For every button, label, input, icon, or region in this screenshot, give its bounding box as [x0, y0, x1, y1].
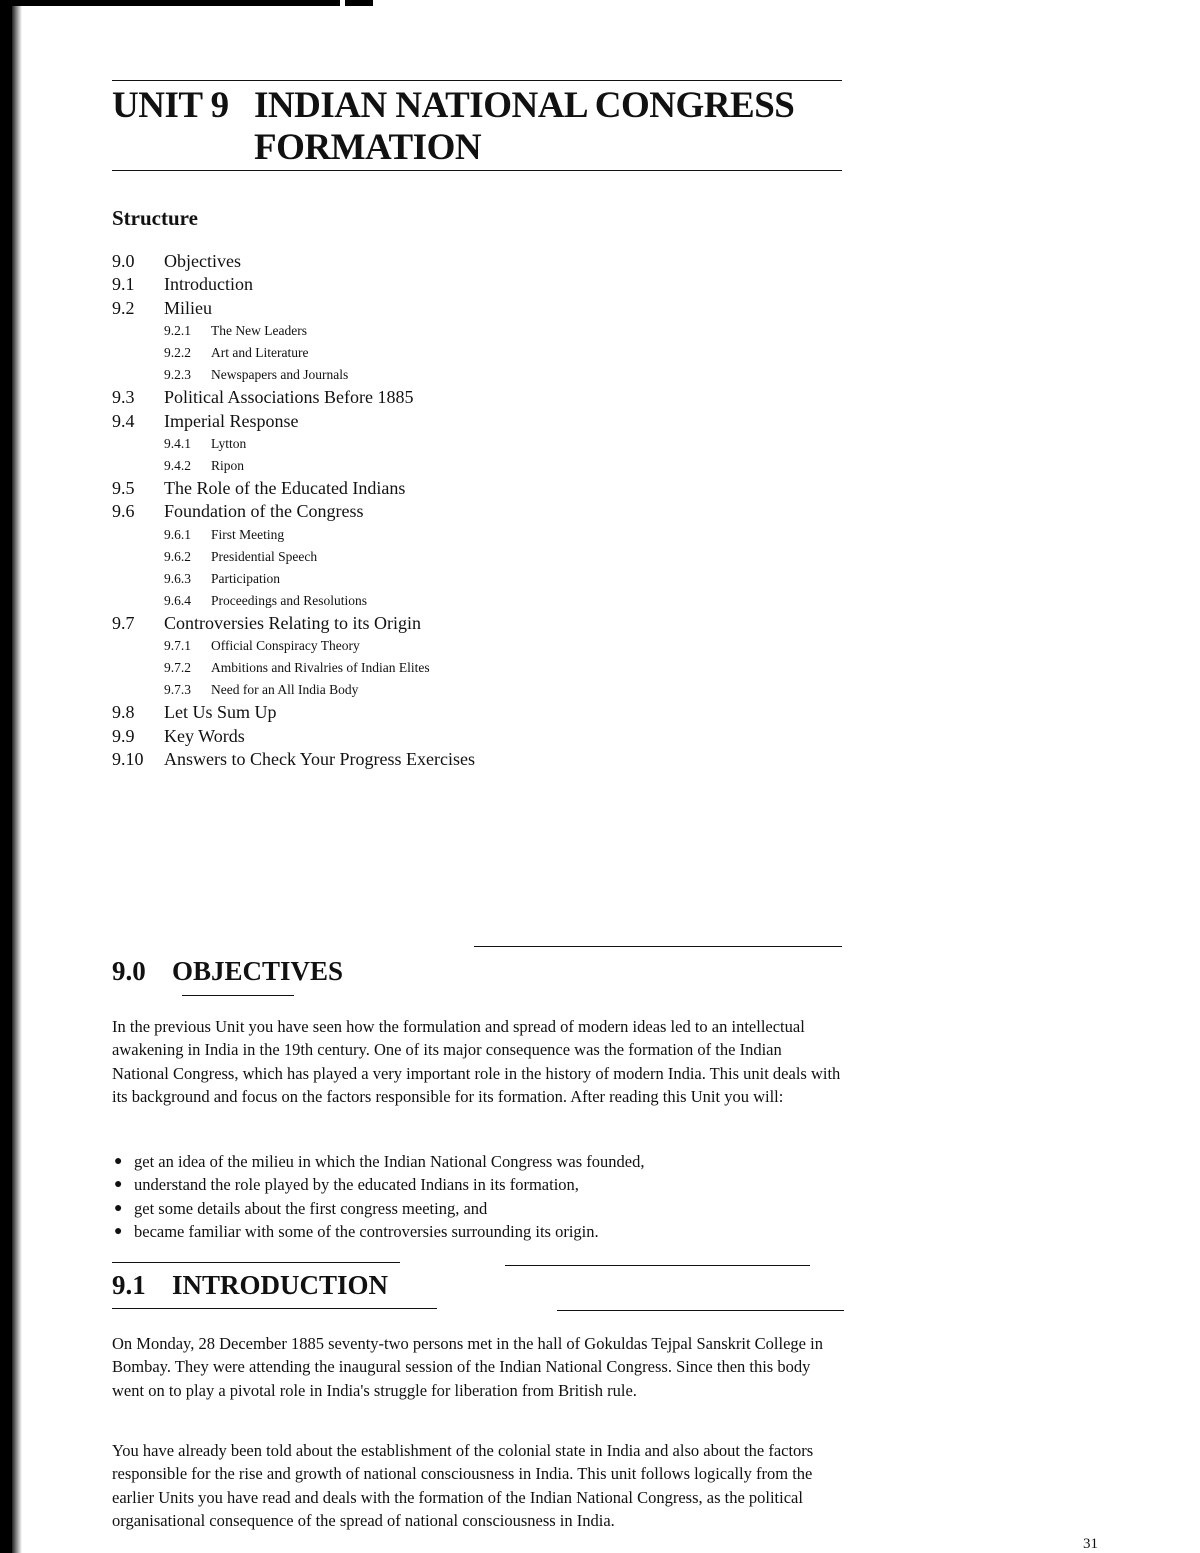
- toc-entry-label: Let Us Sum Up: [164, 702, 277, 723]
- toc-entry-number: 9.6.2: [164, 548, 191, 564]
- page-number: 31: [1083, 1536, 1098, 1552]
- toc-entry: [112, 725, 812, 748]
- toc-entry-number: 9.8: [112, 702, 135, 723]
- toc-entry-number: 9.2.2: [164, 345, 191, 361]
- toc-entry-number: 9.2.3: [164, 367, 191, 383]
- toc-entry-label: Newspapers and Journals: [211, 367, 349, 383]
- toc-entry-label: Participation: [211, 570, 280, 586]
- toc-entry: [112, 273, 812, 296]
- table-of-contents: [112, 250, 812, 771]
- introduction-heading: [112, 1270, 388, 1301]
- toc-subentry: [112, 590, 812, 612]
- list-item: ● get some details about the first congress meeting, and: [112, 1197, 842, 1220]
- toc-entry-label: Controversies Relating to its Origin: [164, 612, 421, 633]
- toc-entry-number: 9.6: [112, 501, 135, 522]
- toc-entry-number: 9.6.3: [164, 570, 191, 586]
- toc-entry-number: 9.7.2: [164, 660, 191, 676]
- toc-entry-label: The Role of the Educated Indians: [164, 477, 406, 498]
- title-bottom-rule: [112, 170, 842, 171]
- toc-entry-label: Key Words: [164, 725, 245, 746]
- scan-top-bar: [0, 0, 340, 6]
- introduction-top-rule-left: [112, 1262, 400, 1263]
- objectives-title: OBJECTIVES: [172, 956, 344, 986]
- objectives-heading: [112, 956, 343, 987]
- toc-entry-number: 9.4.2: [164, 457, 191, 473]
- objectives-paragraph: In the previous Unit you have seen how the formulation and spread of modern ideas led to an intellectual awakening in India in the 19th century. One of its major consequence was the formation of the Indian National Congress, which has played a very important role in the history of modern India. This unit deals with its background and focus on the factors responsible for its formation. After reading this Unit you will:: [112, 1017, 841, 1107]
- toc-entry: [112, 701, 812, 724]
- toc-entry: [112, 297, 812, 320]
- toc-subentry: [112, 568, 812, 590]
- list-item: ● get an idea of the milieu in which the Indian National Congress was founded,: [112, 1150, 842, 1173]
- toc-entry-label: Ripon: [211, 457, 245, 473]
- introduction-top-rule-right: [505, 1265, 810, 1266]
- toc-entry-label: Foundation of the Congress: [164, 501, 364, 522]
- toc-entry-label: Introduction: [164, 274, 253, 295]
- objectives-underline: [182, 995, 294, 996]
- bullet-icon: ●: [114, 1177, 123, 1193]
- toc-entry-number: 9.4: [112, 410, 135, 431]
- bullet-icon: ●: [114, 1154, 123, 1169]
- toc-entry-label: The New Leaders: [211, 323, 307, 339]
- toc-entry-label: Ambitions and Rivalries of Indian Elites: [211, 660, 430, 676]
- toc-entry-label: Milieu: [164, 297, 212, 318]
- toc-entry-number: 9.4.1: [164, 435, 191, 451]
- structure-heading: Structure: [112, 206, 198, 230]
- toc-entry-number: 9.7: [112, 612, 135, 633]
- scan-edge: [0, 0, 12, 1553]
- toc-entry-label: Need for an All India Body: [211, 682, 359, 698]
- toc-subentry: [112, 364, 812, 386]
- introduction-bottom-rule-right: [557, 1310, 844, 1311]
- toc-entry-label: Political Associations Before 1885: [164, 387, 414, 408]
- toc-entry-number: 9.0: [112, 251, 135, 271]
- toc-subentry: [112, 679, 812, 701]
- toc-subentry: [112, 320, 812, 342]
- toc-subentry: [112, 635, 812, 657]
- toc-subentry: [112, 657, 812, 679]
- toc-entry-number: 9.7.3: [164, 682, 191, 698]
- unit-title-line1: INDIAN NATIONAL CONGRESS: [254, 85, 795, 126]
- bullet-icon: ●: [114, 1224, 123, 1240]
- toc-entry-label: First Meeting: [211, 526, 285, 542]
- toc-subentry: [112, 455, 812, 477]
- toc-entry-label: Art and Literature: [211, 345, 309, 361]
- toc-entry-label: Objectives: [164, 251, 241, 271]
- toc-entry-number: 9.6.4: [164, 592, 191, 608]
- objectives-number: 9.0: [112, 956, 146, 986]
- toc-entry-label: Lytton: [211, 435, 247, 451]
- toc-entry-label: Official Conspiracy Theory: [211, 638, 360, 654]
- list-item: ● became familiar with some of the controversies surrounding its origin.: [112, 1220, 842, 1243]
- toc-entry: [112, 386, 812, 409]
- toc-entry-number: 9.1: [112, 274, 135, 295]
- toc-entry-number: 9.3: [112, 387, 135, 408]
- introduction-paragraph-1: On Monday, 28 December 1885 seventy-two persons met in the hall of Gokuldas Tejpal Sanskrit College in Bombay. They were attending the inaugural session of the Indian National Congress. Since then this body went on to play a pivotal role in India's struggle for liberation from British rule.: [112, 1334, 823, 1400]
- scan-edge-shadow: [12, 0, 22, 1553]
- introduction-number: 9.1: [112, 1270, 146, 1300]
- introduction-bottom-rule-left: [112, 1308, 437, 1309]
- toc-entry: [112, 500, 812, 523]
- toc-entry: [112, 748, 812, 771]
- list-item: ● understand the role played by the educated Indians in its formation,: [112, 1173, 842, 1196]
- toc-entry-number: 9.7.1: [164, 638, 191, 654]
- scan-top-bar-fragment: [345, 0, 373, 6]
- toc-entry-label: Answers to Check Your Progress Exercises: [164, 748, 475, 769]
- toc-entry-number: 9.2.1: [164, 323, 191, 339]
- introduction-paragraph-2: You have already been told about the establishment of the colonial state in India and also about the factors responsible for the rise and growth of national consciousness in India. This unit follows logically from the earlier Units you have read and deals with the formation of the Indian National Congress, as the political organisational consequence of the spread of national consciousness in India.: [112, 1441, 814, 1531]
- toc-subentry: [112, 342, 812, 364]
- toc-subentry: [112, 433, 812, 455]
- toc-entry-number: 9.5: [112, 477, 135, 498]
- bullet-icon: ●: [114, 1200, 123, 1216]
- toc-entry-label: Proceedings and Resolutions: [211, 592, 367, 608]
- toc-entry-number: 9.2: [112, 297, 135, 318]
- objectives-bullet-list: [112, 1150, 842, 1244]
- toc-entry-number: 9.6.1: [164, 526, 191, 542]
- toc-entry-label: Presidential Speech: [211, 548, 318, 564]
- toc-entry-number: 9.10: [112, 748, 144, 769]
- toc-entry: [112, 410, 812, 433]
- toc-entry: [112, 250, 812, 273]
- unit-title-line2: FORMATION: [254, 127, 482, 168]
- objectives-top-rule: [474, 946, 842, 947]
- title-top-rule: [112, 80, 842, 81]
- introduction-title: INTRODUCTION: [172, 1270, 389, 1300]
- toc-subentry: [112, 524, 812, 546]
- unit-number: UNIT 9: [112, 85, 229, 126]
- toc-entry: [112, 612, 812, 635]
- toc-subentry: [112, 546, 812, 568]
- toc-entry-label: Imperial Response: [164, 410, 299, 431]
- toc-entry: [112, 477, 812, 500]
- toc-entry-number: 9.9: [112, 725, 135, 746]
